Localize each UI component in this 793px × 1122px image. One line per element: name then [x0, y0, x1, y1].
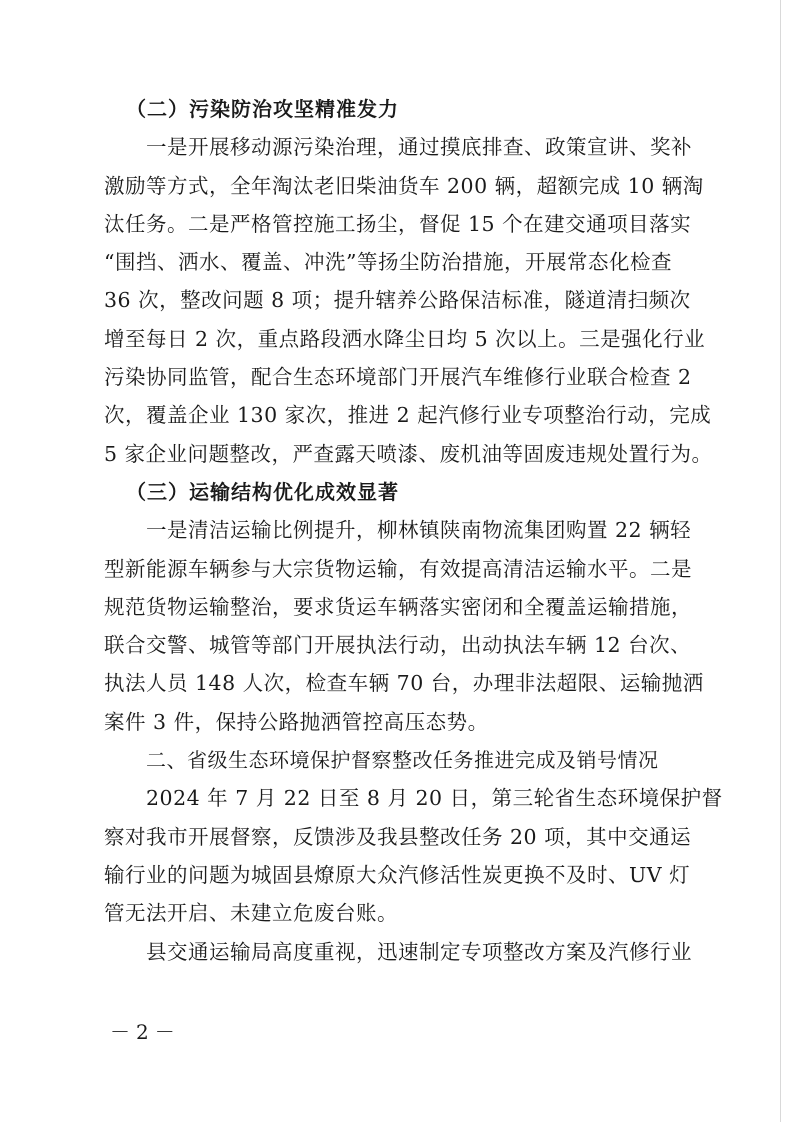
paragraph-line: 管无法开启、未建立危废台账。 — [104, 901, 398, 926]
document-body — [104, 90, 723, 971]
paragraph-line: 激励等方式，全年淘汰老旧柴油货车 200 辆，超额完成 10 辆淘 — [104, 173, 704, 198]
part-heading-inspection-rectification: 二、省级生态环境保护督察整改任务推进完成及销号情况 — [146, 748, 659, 773]
paragraph-line: “围挡、洒水、覆盖、冲洗”等扬尘防治措施，开展常态化检查 — [104, 250, 672, 275]
paragraph-line: 察对我市开展督察，反馈涉及我县整改任务 20 项，其中交通运 — [104, 824, 692, 849]
paragraph-line: 执法人员 148 人次，检查车辆 70 台，办理非法超限、运输抛洒 — [104, 671, 704, 696]
paragraph-line: 污染协同监管，配合生态环境部门开展汽车维修行业联合检查 2 — [104, 365, 692, 390]
paragraph-line: 次，覆盖企业 130 家次，推进 2 起汽修行业专项整治行动，完成 — [104, 403, 712, 428]
paragraph-line: 汰任务。二是严格管控施工扬尘，督促 15 个在建交通项目落实 — [104, 211, 692, 236]
paragraph-line: 规范货物运输整治，要求货运车辆落实密闭和全覆盖运输措施， — [104, 594, 692, 619]
section-heading-pollution-control: （二）污染防治攻坚精准发力 — [126, 97, 399, 121]
paragraph-line: 5 家企业问题整改，严查露天喷漆、废机油等固废违规处置行为。 — [104, 441, 713, 466]
section-heading-transport-structure: （三）运输结构优化成效显著 — [126, 479, 399, 504]
paragraph-line: 一是开展移动源污染治理，通过摸底排查、政策宣讲、奖补 — [146, 135, 692, 160]
paragraph-line: 案件 3 件，保持公路抛洒管控高压态势。 — [104, 709, 489, 734]
paragraph-line: 36 次，整改问题 8 项；提升辖养公路保洁标准，隧道清扫频次 — [104, 288, 691, 313]
paragraph-line: 增至每日 2 次，重点路段洒水降尘日均 5 次以上。三是强化行业 — [104, 326, 706, 351]
paragraph-line: 型新能源车辆参与大宗货物运输，有效提高清洁运输水平。二是 — [104, 556, 692, 581]
paragraph-line: 一是清洁运输比例提升，柳林镇陕南物流集团购置 22 辆轻 — [146, 518, 692, 543]
paragraph-line: 联合交警、城管等部门开展执法行动，出动执法车辆 12 台次、 — [104, 633, 692, 658]
scan-edge-divider — [780, 0, 781, 1122]
paragraph-line: 县交通运输局高度重视，迅速制定专项整改方案及汽修行业 — [146, 939, 692, 964]
page-number: －2－ — [110, 1020, 181, 1044]
paragraph-line: 2024 年 7 月 22 日至 8 月 20 日，第三轮省生态环境保护督 — [146, 786, 723, 811]
paragraph-line: 输行业的问题为城固县燎原大众汽修活性炭更换不及时、UV 灯 — [104, 862, 691, 887]
